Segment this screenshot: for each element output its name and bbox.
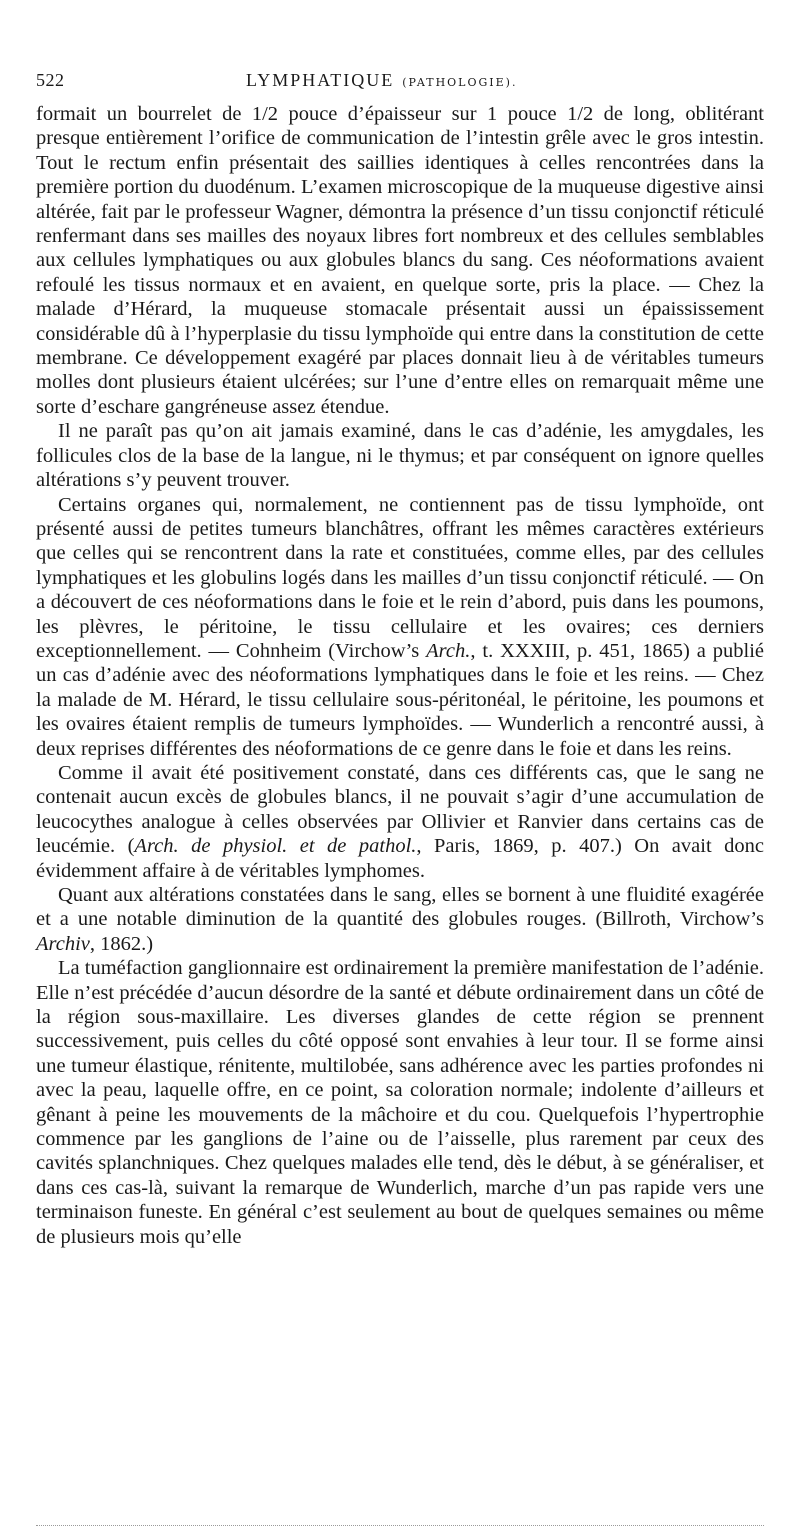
paragraph-text: Certains organes qui, normalement, ne contiennent pas de tissu lymphoïde, ont présenté aussi de petites tumeurs blanchâtres, offrant les mêmes caractères extérieurs que celles qui se rencontrent dans la rate et constituées, comme elles, par des cellules lymphatiques et les globulins logés dans les mailles d’un tissu conjonctif réticulé. — On a découvert de ces néoformations dans le foie et le rein d’abord, puis dans les poumons, les plèvres, le péritoine, le tissu cellulaire et les ovaires; ces derniers exceptionnellement. — Cohnheim (Virchow’s	[36, 493, 764, 662]
paragraph	[36, 956, 764, 1249]
running-subtitle: (PATHOLOGIE).	[402, 76, 518, 89]
running-head	[36, 70, 764, 100]
paragraph	[36, 419, 764, 492]
paragraph	[36, 761, 764, 883]
running-title: LYMPHATIQUE	[246, 70, 395, 90]
paragraph	[36, 102, 764, 419]
paragraph	[36, 883, 764, 956]
book-page	[36, 70, 764, 1249]
paragraph-text: , t. XXXIII, p. 451, 1865) a publié un cas d’adénie avec des néoformations lymphatiques dans le foie et les reins. — Chez la malade de M. Hérard, le tissu cellulaire sous-péritonéal, le péritoine, les poumons et les ovaires étaient remplis de tumeurs lymphoïdes. — Wunderlich a rencontré aussi, à deux reprises différentes des néoformations de ce genre dans le foie et dans les reins.	[36, 639, 764, 760]
paragraph-text: La tuméfaction ganglionnaire est ordinairement la première manifestation de l’adénie. Elle n’est précédée d’aucun désordre de la santé et débute ordinairement dans un côté de la région sous-maxillaire. Les diverses glandes de cette région se prennent successivement, puis celles du côté opposé sont envahies à leur tour. Il se forme ainsi une tumeur élastique, rénitente, multilobée, sans adhérence avec les parties profondes ni avec la peau, laquelle offre, en ce point, sa coloration normale; indolente d’ailleurs et gênant à peine les mouvements de la mâchoire et du cou. Quelquefois l’hypertrophie commence par les ganglions de l’aine ou de l’aisselle, plus rarement par ceux des cavités splanchniques. Chez quelques malades elle tend, dès le début, à se généraliser, et dans ces cas-là, suivant la remarque de Wunderlich, marche d’un pas rapide vers une terminaison funeste. En général c’est seulement au bout de quelques semaines ou même de plusieurs mois qu’elle	[36, 957, 764, 1248]
page-number: 522	[36, 70, 65, 90]
paragraph-text: Il ne paraît pas qu’on ait jamais examiné, dans le cas d’adénie, les amygdales, les follicules clos de la base de la langue, ni le thymus; et par conséquent on ignore quelles altérations s’y peuvent trouver.	[36, 420, 764, 492]
italic-citation: Arch.	[426, 639, 471, 662]
page-bottom-rule	[36, 1525, 764, 1527]
paragraph-text: Quant aux altérations constatées dans le sang, elles se bornent à une fluidité exagérée et a une notable diminution de la quantité des globules rouges. (Billroth, Virchow’s	[36, 884, 764, 931]
italic-citation: Archiv	[36, 932, 90, 955]
paragraph-text: Comme il avait été positivement constaté, dans ces différents cas, que le sang ne contenait aucun excès de globules blancs, il ne pouvait s’agir d’une accumulation de leucocythes analogue à celles observées par Ollivier et Ranvier dans certains cas de leucémie. (	[36, 761, 764, 858]
paragraph-text: , 1862.)	[89, 932, 154, 955]
paragraph-text: , Paris, 1869, p. 407.) On avait donc évidemment affaire à de véritables lymphomes.	[36, 835, 764, 882]
paragraph	[36, 493, 764, 761]
italic-citation: Arch. de physiol. et de pathol.	[134, 835, 417, 858]
body-text	[36, 102, 764, 1249]
paragraph-text: formait un bourrelet de 1/2 pouce d’épaisseur sur 1 pouce 1/2 de long, oblitérant presque entièrement l’orifice de communication de l’intestin grêle avec le gros intestin. Tout le rectum enfin présentait des saillies identiques à celles rencontrées dans la première portion du duodénum. L’examen microscopique de la muqueuse digestive ainsi altérée, fait par le professeur Wagner, démontra la présence d’un tissu conjonctif réticulé renfermant dans ses mailles des noyaux libres fort nombreux et des cellules semblables aux cellules lymphatiques ou aux globules blancs du sang. Ces néoformations avaient refoulé les tissus normaux et en avaient, en quelque sorte, pris la place. — Chez la malade d’Hérard, la muqueuse stomacale présentait aussi un épaississement considérable dû à l’hyperplasie du tissu lymphoïde qui entre dans la constitution de cette membrane. Ce développement exagéré par places donnait lieu à de véritables tumeurs molles dont plusieurs étaient ulcérées; sur l’une d’entre elles on remarquait même une sorte d’eschare gangréneuse assez étendue.	[36, 103, 764, 418]
